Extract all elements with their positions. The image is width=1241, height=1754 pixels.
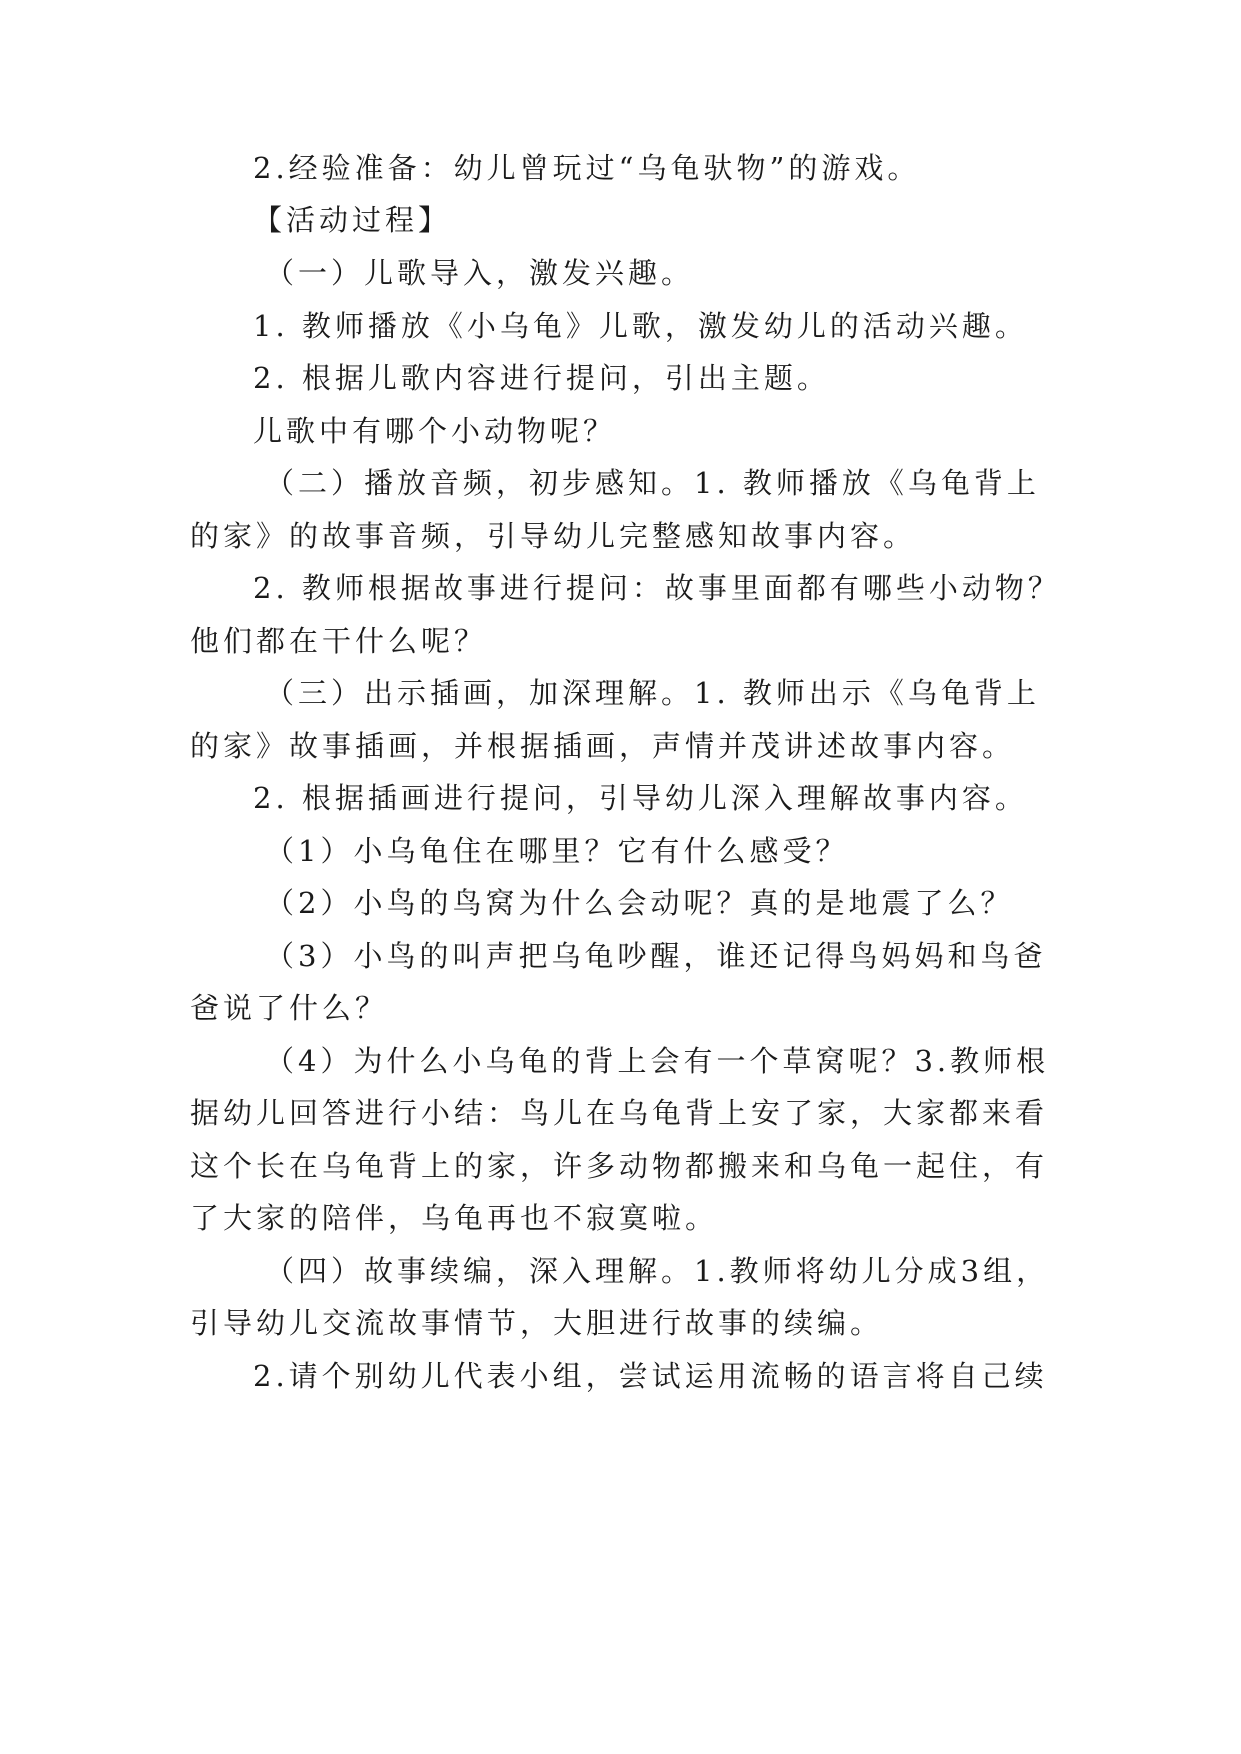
paragraph-line: 了大家的陪伴，乌龟再也不寂寞啦。: [190, 1201, 719, 1235]
list-item: （2）小鸟的鸟窝为什么会动呢？真的是地震了么？: [265, 886, 1014, 920]
subsection-heading: （二）播放音频，初步感知。1. 教师播放《乌龟背上: [265, 466, 1040, 500]
list-item: 爸说了什么？: [190, 991, 389, 1025]
paragraph-line: 儿歌中有哪个小动物呢？: [253, 414, 617, 448]
subsection-heading: （三）出示插画，加深理解。1. 教师出示《乌龟背上: [265, 676, 1040, 710]
list-item: （4）为什么小乌龟的背上会有一个草窝呢？3.教师根: [265, 1044, 1050, 1078]
paragraph-line: 2. 根据插画进行提问，引导幼儿深入理解故事内容。: [253, 781, 1028, 815]
paragraph-line: 2. 根据儿歌内容进行提问，引出主题。: [253, 361, 830, 395]
paragraph-line: 2.经验准备：幼儿曾玩过“乌龟驮物”的游戏。: [253, 151, 921, 185]
list-item: （3）小鸟的叫声把乌龟吵醒，谁还记得鸟妈妈和鸟爸: [265, 939, 1047, 973]
paragraph-line: 这个长在乌龟背上的家，许多动物都搬来和乌龟一起住，有: [190, 1149, 1049, 1183]
section-heading: 【活动过程】: [253, 203, 452, 237]
paragraph-line: 2. 教师根据故事进行提问：故事里面都有哪些小动物？: [253, 571, 1061, 605]
paragraph-line: 他们都在干什么呢？: [190, 624, 488, 658]
paragraph-line: 的家》故事插画，并根据插画，声情并茂讲述故事内容。: [190, 729, 1016, 763]
paragraph-line: 的家》的故事音频，引导幼儿完整感知故事内容。: [190, 519, 917, 553]
subsection-heading: （一）儿歌导入，激发兴趣。: [265, 256, 695, 290]
paragraph-line: 1. 教师播放《小乌龟》儿歌，激发幼儿的活动兴趣。: [253, 309, 1028, 343]
paragraph-line: 引导幼儿交流故事情节，大胆进行故事的续编。: [190, 1306, 884, 1340]
paragraph-line: 2.请个别幼儿代表小组，尝试运用流畅的语言将自己续: [253, 1359, 1048, 1393]
paragraph-line: 据幼儿回答进行小结：鸟儿在乌龟背上安了家，大家都来看: [190, 1096, 1049, 1130]
subsection-heading: （四）故事续编，深入理解。1.教师将幼儿分成3组，: [265, 1254, 1050, 1288]
list-item: （1）小乌龟住在哪里？它有什么感受？: [265, 834, 849, 868]
